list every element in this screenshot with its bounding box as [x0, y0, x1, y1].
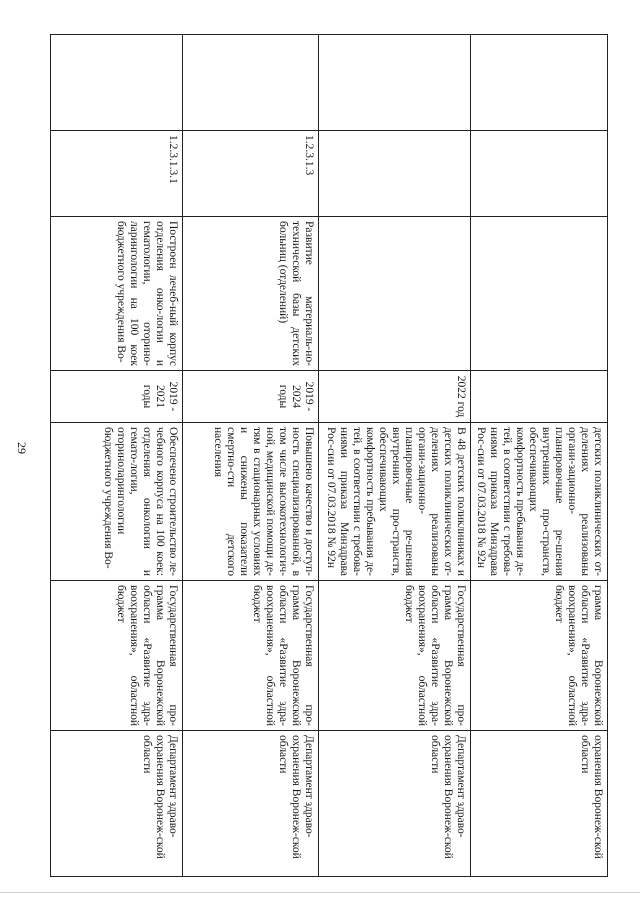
cell-finance: грамма Воронежской области «Развитие здра-воохранения», областной бюджет [471, 581, 608, 731]
table-row [51, 35, 183, 877]
table-row [183, 35, 319, 877]
cell-executor: охранения Воронеж-ской области [471, 731, 608, 877]
page-number: 29 [15, 442, 29, 454]
cell-term: 2019 - 2024 годы [183, 371, 319, 423]
cell-leading [51, 35, 183, 131]
cell-term [471, 371, 608, 423]
table-row [471, 35, 608, 877]
cell-code [471, 131, 608, 217]
cell-result: Повышено качество и доступ-ность специализированной, в том числе высокотехнологич-ной, медицинской помощи де-тям в стационарных условиях и снижены показатели смертно-сти детского населения [183, 423, 319, 581]
rotated-document-content [64, 34, 608, 876]
cell-term: 2019 - 2021 годы [51, 371, 183, 423]
cell-leading [471, 35, 608, 131]
cell-finance: Государственная про-грамма Воронежской области «Развитие здра-воохранения», областной бюджет [51, 581, 183, 731]
cell-code: 1.2.3.1.3 [183, 131, 319, 217]
cell-executor: Департамент здраво-охранения Воронеж-ской области [183, 731, 319, 877]
program-table-body [50, 34, 608, 877]
cell-finance: Государственная про-грамма Воронежской области «Развитие здра-воохранения», областной бюджет [319, 581, 471, 731]
cell-executor: Департамент здраво-охранения Воронеж-ской области [319, 731, 471, 877]
cell-finance: Государственная про-грамма Воронежской области «Развитие здра-воохранения», областной бюджет [183, 581, 319, 731]
cell-event [471, 217, 608, 371]
cell-result: детских поликлинических от-делениях реализованы органи-зационно-планировочные ре-шения внутренних про-странств, обеспечивающих комфортность пребывания де-тей, в соответствии с требова-ниями приказа Минздрава Рос-сии от 07.03.2018 № 92н [471, 423, 608, 581]
cell-leading [319, 35, 471, 131]
cell-event: Развитие материаль-но-технической базы детских больниц (отделений) [183, 217, 319, 371]
cell-code [319, 131, 471, 217]
cell-term: 2022 год [319, 371, 471, 423]
cell-code: 1.2.3.1.3.1 [51, 131, 183, 217]
scan-edge-line [0, 892, 640, 893]
cell-result: Обеспечено строительство ле-чебного корпуса на 100 коек: отделения онкологии и гемато-логии, оториноларингологии бюджетного учреждения Во- [51, 423, 183, 581]
table-row [319, 35, 471, 877]
cell-result: В 48 детских поликлиниках и детских поликлинических от-делениях реализованы органи-зационно-планировочные ре-шения внутренних про-странств, обеспечивающих комфортность пребывания де-тей, в соответствии с требова-ниями приказа Минздрава Рос-сии от 07.03.2018 № 92н [319, 423, 471, 581]
cell-executor: Департамент здраво-охранения Воронеж-ской области [51, 731, 183, 877]
cell-event [319, 217, 471, 371]
cell-event: Построен лечеб-ный корпус отделения онко-логии и гематологии, оторино-ларингологии на 100 коек бюджетного учреждения Во- [51, 217, 183, 371]
cell-leading [183, 35, 319, 131]
